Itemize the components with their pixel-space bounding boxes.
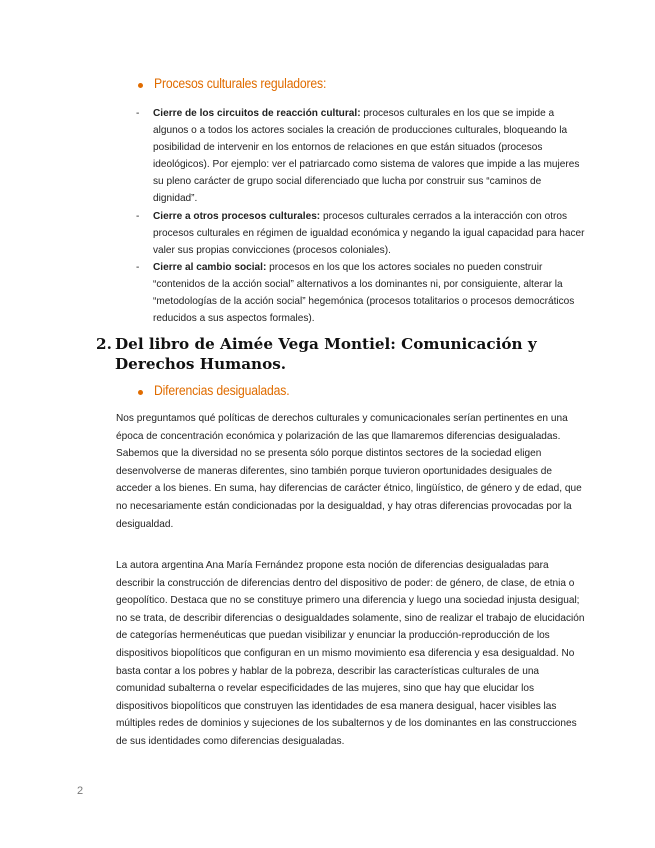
item-text: procesos culturales en los que se impide a algunos o a todos los actores sociales la creación de producciones culturales, bloqueando la posibilidad de intervenir en los entornos de relaciones en que están situados (procesos ideológicos). Por ejemplo: ver el patriarcado como sistema de valores que impide a las mujeres su pleno carácter de grupo social diferenciado que lucha por construir sus “caminos de dignidad”. bbox=[153, 108, 580, 205]
list-item bbox=[136, 105, 586, 208]
page-number: 2 bbox=[77, 785, 84, 797]
dash-list bbox=[136, 105, 586, 327]
bullet-icon bbox=[138, 83, 143, 88]
heading-number: 2. bbox=[96, 335, 112, 353]
list-item bbox=[136, 259, 586, 327]
item-term: Cierre de los circuitos de reacción cultural: bbox=[153, 108, 361, 119]
item-term: Cierre a otros procesos culturales: bbox=[153, 210, 321, 222]
dash-marker: - bbox=[136, 261, 140, 273]
heading-title: Del libro de Aimée Vega Montiel: Comunicación y Derechos Humanos. bbox=[115, 335, 537, 373]
paragraph: La autora argentina Ana María Fernández propone esta noción de diferencias desigualadas para describir la construcción de diferencias dentro del dispositivo de poder: de género, de clase, de etnia o geopolítico. Destaca que no se constituye primero una diferencia y luego una sociedad injusta desigual; no se trata, de describir diferencias o desigualdades solamente, sino de realizar el trabajo de elucidación de categorías hermenéuticas que puedan visibilizar y enunciar la producción-reproducción de los dispositivos biopolíticos que configuran en un mismo movimiento esa diferencia y esa desigualdad. No basta contar a los pobres y hablar de la pobreza, describir las características culturales de una comunidad subalterna o revelar especificidades de las mujeres, sino que hay que elucidar los dispositivos biopolíticos que construyen las identidades de esa manera desigual, hacer visibles las múltiples redes de dominios y sujeciones de los subalternos y de los dominantes en las construcciones de sus identidades como diferencias desigualadas. bbox=[116, 560, 585, 747]
item-text: procesos culturales cerrados a la interacción con otros procesos culturales en régimen de igualdad económica y negando la igual capacidad para hacer valer sus propias convicciones (procesos coloniales). bbox=[153, 210, 585, 256]
item-text: procesos en los que los actores sociales no pueden construir “contenidos de la acción social” alternativos a los dominantes ni, por consiguiente, alterar la “metodologías de la acción social” hegemónica (procesos totalitarios o procesos democráticos reducidos a sus aspectos formales). bbox=[153, 261, 575, 325]
section-subheading: Diferencias desigualadas. bbox=[154, 383, 290, 399]
bullet-icon bbox=[138, 390, 143, 395]
section-heading: Procesos culturales reguladores: bbox=[154, 76, 327, 92]
dash-marker: - bbox=[136, 210, 140, 222]
list-item bbox=[136, 208, 586, 259]
item-term: Cierre al cambio social: bbox=[153, 261, 267, 273]
dash-marker: - bbox=[136, 108, 140, 119]
paragraph: Nos preguntamos qué políticas de derechos culturales y comunicacionales serían pertinentes en una época de concentración económica y polarización de las que llamaremos diferencias desigualadas. Sabemos que la diversidad no se presenta sólo porque distintos sectores de la sociedad eligen desenvolverse de maneras diferentes, sino también porque tuvieron oportunidades desiguales de acceder a los bienes. En suma, hay diferencias de carácter étnico, lingüístico, de género y de edad, que no necesariamente están condicionadas por la desigualdad, y hay otras diferencias provocadas por la desigualdad. bbox=[116, 413, 582, 530]
